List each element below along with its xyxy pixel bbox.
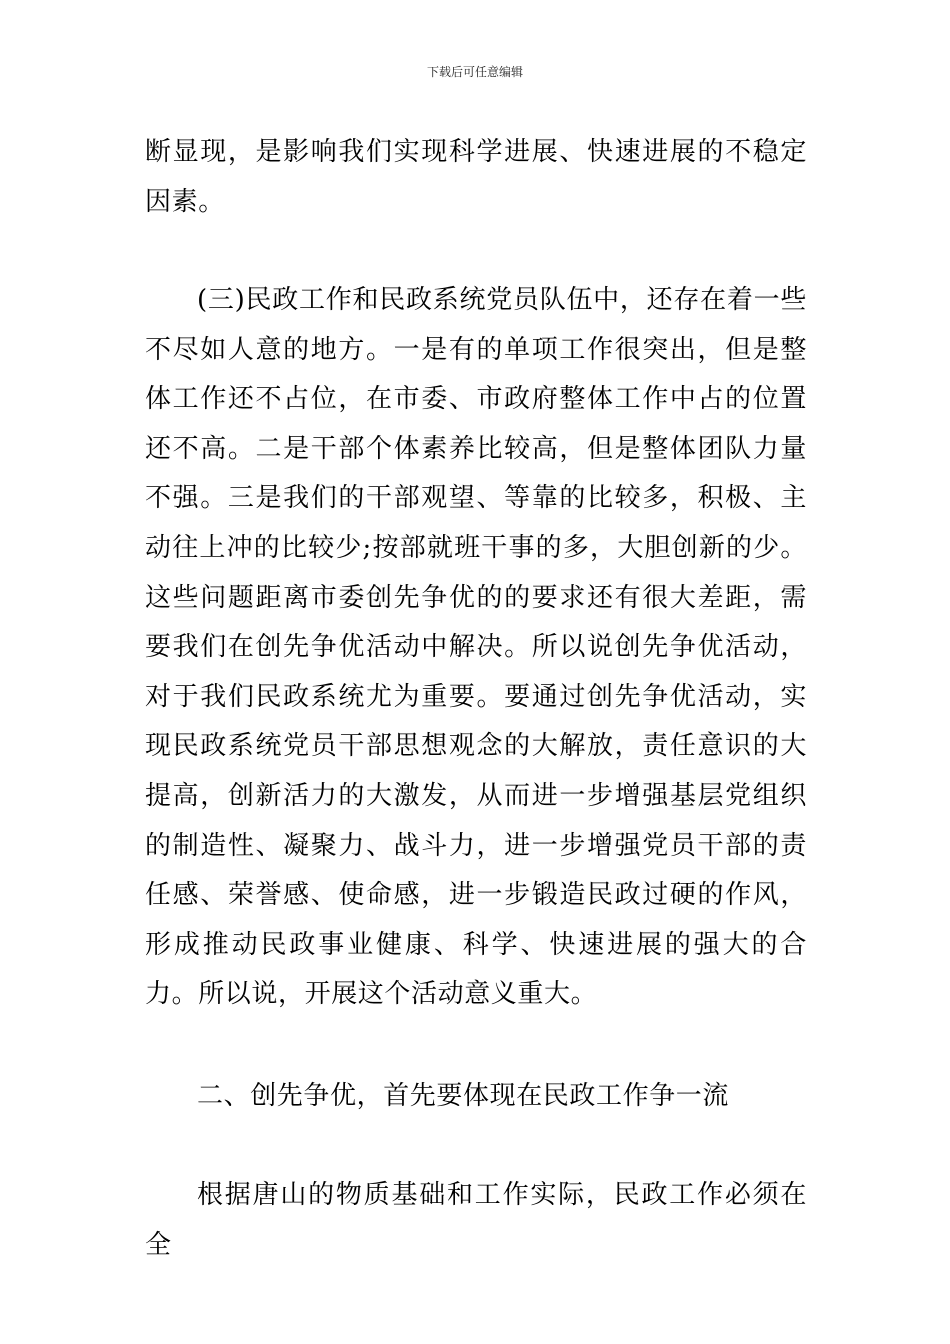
paragraph-section-three: (三)民政工作和民政系统党员队伍中，还存在着一些不尽如人意的地方。一是有的单项工作很突出，但是整体工作还不占位，在市委、市政府整体工作中占的位置还不高。二是干部个体素养比较高，但是整体团队力量不强。三是我们的干部观望、等靠的比较多，积极、主动往上冲的比较少;按部就班干事的多，大胆创新的少。这些问题距离市委创先争优的的要求还有很大差距，需要我们在创先争优活动中解决。所以说创先争优活动，对于我们民政系统尤为重要。要通过创先争优活动，实现民政系统党员干部思想观念的大解放，责任意识的大提高，创新活力的大激发，从而进一步增强基层党组织的制造性、凝聚力、战斗力，进一步增强党员干部的责任感、荣誉感、使命感，进一步锻造民政过硬的作风，形成推动民政事业健康、科学、快速进展的强大的合力。所以说，开展这个活动意义重大。 — [145, 285, 807, 1010]
page-header: 下载后可任意编辑 — [426, 65, 523, 79]
section-heading: 二、创先争优，首先要体现在民政工作争一流 — [197, 1081, 730, 1111]
paragraph-continuation: 断显现，是影响我们实现科学进展、快速进展的不稳定因素。 — [145, 137, 807, 217]
paragraph-intro: 根据唐山的物质基础和工作实际，民政工作必须在全 — [145, 1180, 807, 1260]
